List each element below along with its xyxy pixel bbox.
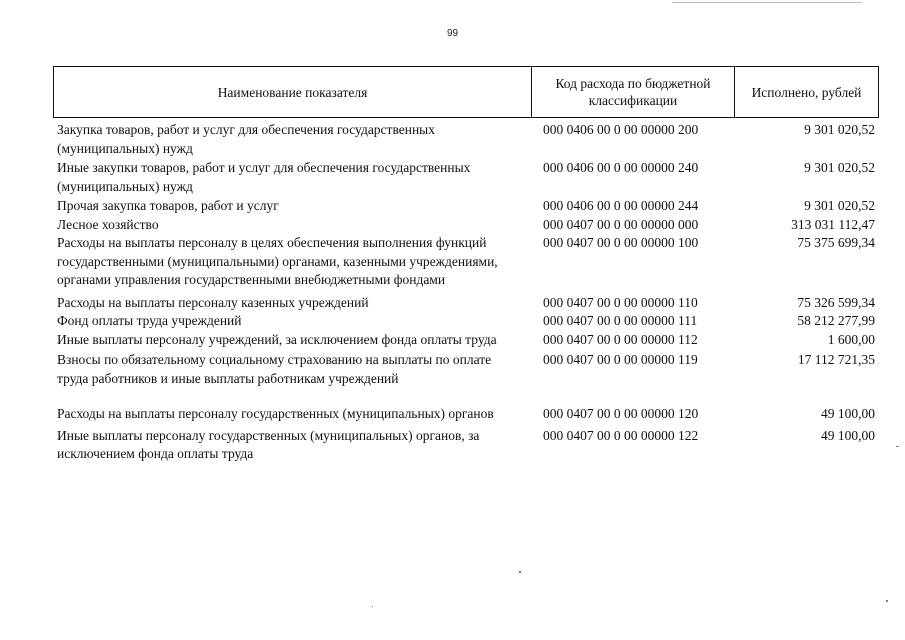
table-row <box>57 312 879 331</box>
row-sum: 75 326 599,34 <box>797 294 875 310</box>
row-sum: 17 112 721,35 <box>797 352 875 367</box>
row-name: Иные выплаты персоналу государственных (муниципальных) органов, за исключением фонда оплаты труда <box>57 427 480 461</box>
row-name: Взносы по обязательному социальному страхованию на выплаты по оплате труда работников и иные выплаты работникам учреждений <box>57 352 492 386</box>
row-sum: 9 301 020,52 <box>804 122 875 137</box>
table-row <box>57 159 879 196</box>
table-row <box>57 294 879 313</box>
table-row <box>57 405 879 424</box>
row-name: Прочая закупка товаров, работ и услуг <box>57 198 279 213</box>
row-code: 000 0407 00 0 00 00000 000 <box>543 216 699 232</box>
scan-speck <box>886 600 888 602</box>
row-code: 000 0406 00 0 00 00000 240 <box>543 160 699 175</box>
row-code: 000 0406 00 0 00 00000 244 <box>543 198 699 213</box>
row-sum: 313 031 112,47 <box>791 216 875 232</box>
row-code: 000 0407 00 0 00 00000 110 <box>543 294 698 310</box>
page-number: 99 <box>446 28 459 39</box>
row-code: 000 0406 00 0 00 00000 200 <box>543 122 699 137</box>
row-name: Расходы на выплаты персоналу государственных (муниципальных) органов <box>57 406 494 421</box>
row-name: Иные выплаты персоналу учреждений, за исключением фонда оплаты труда <box>57 331 497 347</box>
table-row <box>57 427 879 464</box>
row-name: Лесное хозяйство <box>57 216 159 232</box>
row-name: Фонд оплаты труда учреждений <box>57 313 242 328</box>
row-code: 000 0407 00 0 00 00000 111 <box>543 313 698 328</box>
row-code: 000 0407 00 0 00 00000 112 <box>543 331 698 347</box>
row-sum: 9 301 020,52 <box>804 198 875 213</box>
row-sum: 1 600,00 <box>827 331 875 347</box>
row-code: 000 0407 00 0 00 00000 119 <box>543 352 698 367</box>
row-code: 000 0407 00 0 00 00000 100 <box>543 235 699 250</box>
scan-speck <box>896 446 899 447</box>
row-code: 000 0407 00 0 00 00000 122 <box>543 427 699 443</box>
row-code: 000 0407 00 0 00 00000 120 <box>543 406 699 421</box>
row-sum: 49 100,00 <box>821 427 875 443</box>
header-code: Код расхода по бюджетной классификации <box>532 67 735 117</box>
table-row <box>57 331 879 350</box>
table-body <box>57 121 879 464</box>
row-sum: 49 100,00 <box>821 406 875 421</box>
row-sum: 9 301 020,52 <box>804 160 875 175</box>
table-header <box>53 66 879 118</box>
header-sum: Исполнено, рублей <box>751 84 862 100</box>
row-name: Расходы на выплаты персоналу в целях обеспечения выполнения функций государственными (муниципальными) органами, казенными учреждениями, органами управления государственными внебюджетными фондами <box>57 235 498 287</box>
table-row <box>57 234 879 290</box>
row-name: Иные закупки товаров, работ и услуг для обеспечения государственных (муниципальных) нужд <box>57 160 471 194</box>
scan-artifact-line <box>672 2 862 3</box>
row-sum: 58 212 277,99 <box>797 313 875 328</box>
header-name: Наименование показателя <box>54 67 532 117</box>
row-name: Закупка товаров, работ и услуг для обеспечения государственных (муниципальных) нужд <box>57 122 436 156</box>
row-sum: 75 375 699,34 <box>797 235 875 250</box>
row-name: Расходы на выплаты персоналу казенных учреждений <box>57 294 369 310</box>
scan-speck <box>372 606 373 607</box>
table-row <box>57 197 879 216</box>
table-row <box>57 121 879 158</box>
table-row <box>57 351 879 388</box>
table-row <box>57 216 879 235</box>
scan-speck <box>519 571 521 573</box>
